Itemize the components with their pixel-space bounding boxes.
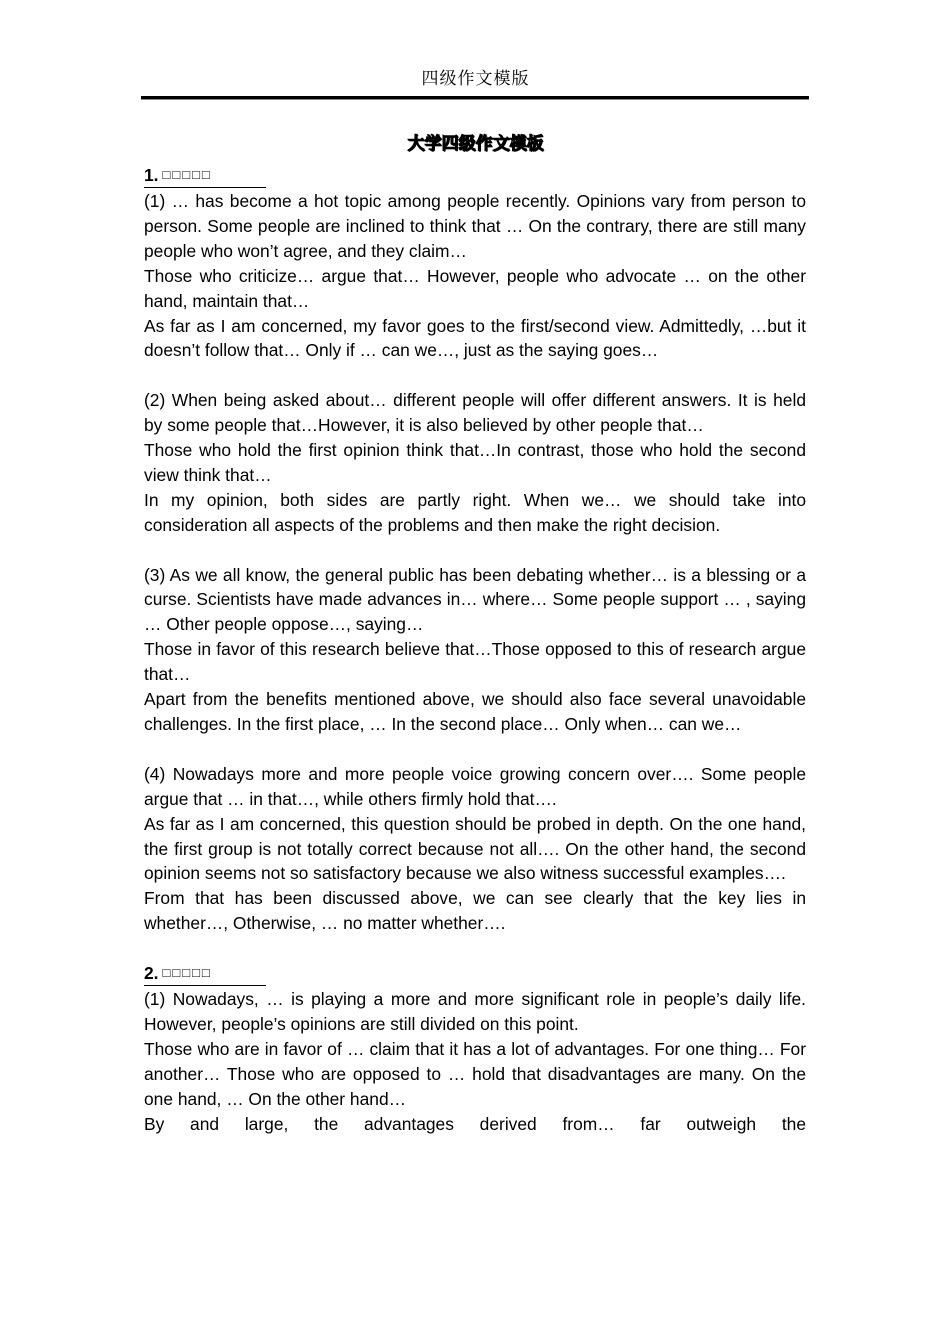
paragraph: From that has been discussed above, we can see clearly that the key lies in whether…, Otherwise, … no matter whether….: [144, 888, 806, 934]
paragraph: (3) As we all know, the general public has been debating whether… is a blessing or a curse. Scientists have made advances in… where… Some people support … , saying … Other people oppose…, saying…: [144, 564, 806, 635]
paragraph-gap: [144, 538, 806, 563]
paragraph: As far as I am concerned, my favor goes to the first/second view. Admittedly, …but it doesn’t follow that… Only if … can we…, just as the saying goes…: [144, 315, 806, 361]
section-2-number: 2.: [144, 963, 159, 984]
running-header: 四级作文模版: [421, 69, 530, 89]
paragraph: Those who criticize… argue that… However, people who advocate … on the other hand, maintain that…: [144, 265, 806, 311]
paragraph: (1) Nowadays, … is playing a more and more significant role in people’s daily life. However, people’s opinions are still divided on this point.: [144, 989, 806, 1034]
paragraph: (2) When being asked about… different people will offer different answers. It is held by some people that…However, it is also believed by other people that…: [144, 390, 806, 436]
document-title: 大学四级作文模板: [407, 134, 544, 154]
paragraph: As far as I am concerned, this question should be probed in depth. On the one hand, the first group is not totally correct because not all…. On the other hand, the second opinion seems not so satisfactory because we also witness successful examples….: [144, 813, 806, 884]
paragraph-gap: [144, 363, 806, 388]
paragraph: Those who hold the first opinion think that…In contrast, those who hold the second view think that…: [144, 440, 806, 485]
paragraph: By and large, the advantages derived from… far outweigh the: [144, 1113, 806, 1134]
paragraph: (4) Nowadays more and more people voice growing concern over…. Some people argue that … in that…, while others firmly hold that….: [144, 763, 806, 809]
section-1-heading-glyphs: □□□□□: [162, 167, 212, 182]
section-1-heading: [144, 164, 266, 188]
paragraph-gap: [144, 737, 806, 762]
section-1-number: 1.: [144, 165, 159, 185]
section-2-heading: [144, 962, 266, 986]
paragraph: Those who are in favor of … claim that it has a lot of advantages. For one thing… For another… Those who are opposed to … hold that disadvantages are many. On the one hand, … On the other hand…: [144, 1038, 806, 1109]
paragraph: (1) … has become a hot topic among people recently. Opinions vary from person to person. Some people are inclined to think that … On the contrary, there are still many people who won’t agree, and they claim…: [144, 191, 806, 261]
paragraph: Those in favor of this research believe that…Those opposed to this of research argue that…: [144, 639, 806, 685]
paragraph-gap: [144, 936, 806, 961]
paragraph: Apart from the benefits mentioned above, we should also face several unavoidable challenges. In the first place, … In the second place… Only when… can we…: [144, 689, 806, 734]
section-2-heading-glyphs: □□□□□: [162, 965, 212, 981]
document-body: [144, 163, 806, 1136]
header-rule: [141, 96, 809, 100]
paragraph: In my opinion, both sides are partly right. When we… we should take into consideration all aspects of the problems and then make the right decision.: [144, 489, 806, 535]
